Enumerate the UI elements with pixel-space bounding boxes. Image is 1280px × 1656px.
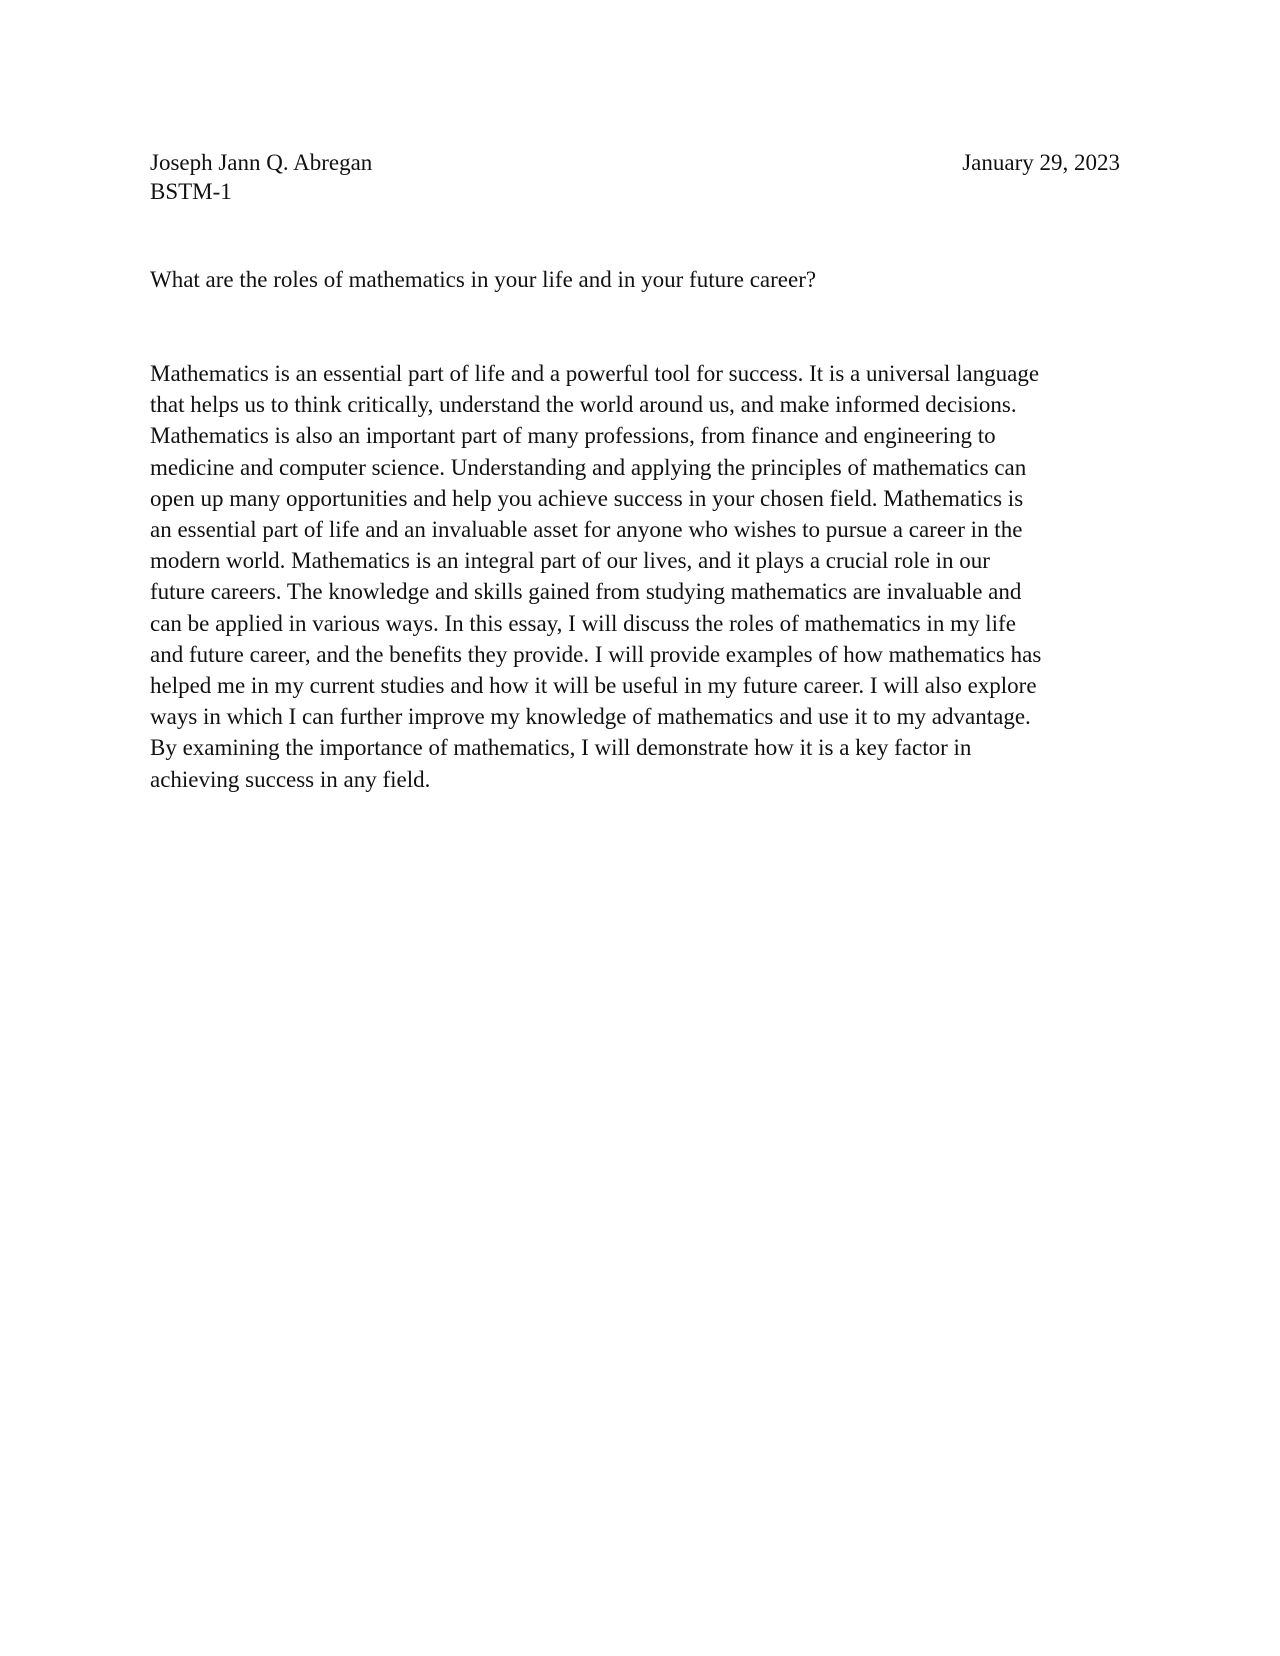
essay-line: helped me in my current studies and how it will be useful in my future career. I will also explore xyxy=(150,673,1037,699)
essay-line: and future career, and the benefits they provide. I will provide examples of how mathematics has xyxy=(150,641,1042,667)
essay-line: that helps us to think critically, understand the world around us, and make informed decisions. xyxy=(150,392,1017,418)
essay-line: achieving success in any field. xyxy=(150,766,431,792)
essay-line: an essential part of life and an invaluable asset for anyone who wishes to pursue a career in the xyxy=(150,517,1023,543)
essay-line: medicine and computer science. Understanding and applying the principles of mathematics can xyxy=(150,454,1027,480)
author-name: Joseph Jann Q. Abregan xyxy=(150,150,373,175)
course-code: BSTM-1 xyxy=(150,179,232,204)
essay-line: Mathematics is also an important part of many professions, from finance and engineering to xyxy=(150,423,996,449)
document-date: January 29, 2023 xyxy=(962,150,1120,175)
header-row xyxy=(150,148,1120,177)
essay-line: ways in which I can further improve my knowledge of mathematics and use it to my advantage. xyxy=(150,704,1031,730)
essay-line: By examining the importance of mathematics, I will demonstrate how it is a key factor in xyxy=(150,735,972,761)
essay-line: future careers. The knowledge and skills gained from studying mathematics are invaluable and xyxy=(150,579,1022,605)
essay-body xyxy=(150,358,1130,795)
essay-line: modern world. Mathematics is an integral part of our lives, and it plays a crucial role in our xyxy=(150,548,990,574)
document-header xyxy=(150,148,1120,206)
essay-line: Mathematics is an essential part of life and a powerful tool for success. It is a universal language xyxy=(150,361,1040,386)
essay-line: open up many opportunities and help you achieve success in your chosen field. Mathematics is xyxy=(150,485,1024,511)
essay-question: What are the roles of mathematics in your life and in your future career? xyxy=(150,267,817,292)
essay-line: can be applied in various ways. In this essay, I will discuss the roles of mathematics in my life xyxy=(150,610,1016,636)
